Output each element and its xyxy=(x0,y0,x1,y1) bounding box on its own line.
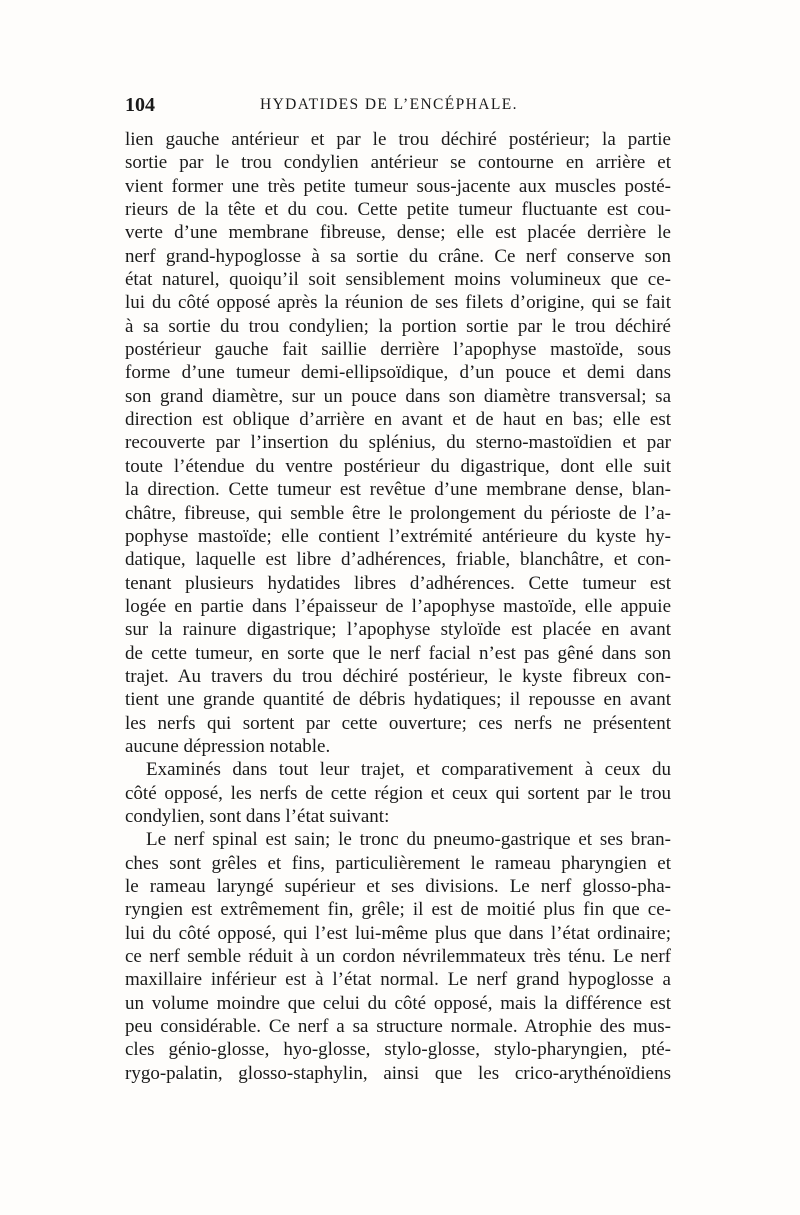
text-line: ches sont grêles et fins, particulièrement le rameau pharyngien et xyxy=(125,852,671,874)
text-line: aucune dépression notable. xyxy=(125,735,331,757)
text-line: toute l’étendue du ventre postérieur du digastrique, dont elle suit xyxy=(125,455,671,477)
text-line: côté opposé, les nerfs de cette région et ceux qui sortent par le trou xyxy=(125,782,671,804)
text-line: Examinés dans tout leur trajet, et comparativement à ceux du xyxy=(146,759,671,781)
text-line: le rameau laryngé supérieur et ses divisions. Le nerf glosso-pha- xyxy=(125,876,671,897)
text-line: direction est oblique d’arrière en avant et de haut en bas; elle est xyxy=(125,409,671,431)
page-header xyxy=(125,94,670,124)
page-number: 104 xyxy=(125,94,155,116)
text-line: état naturel, quoiqu’il soit sensiblement moins volumineux que ce- xyxy=(125,269,671,291)
text-line: logée en partie dans l’épaisseur de l’apophyse mastoïde, elle appuie xyxy=(125,595,671,617)
text-line: les nerfs qui sortent par cette ouverture; ces nerfs ne présentent xyxy=(125,712,671,734)
text-line: à sa sortie du trou condylien; la portion sortie par le trou déchiré xyxy=(125,315,671,337)
text-line: nerf grand-hypoglosse à sa sortie du crâne. Ce nerf conserve son xyxy=(125,245,671,267)
text-line: Le nerf spinal est sain; le tronc du pneumo-gastrique et ses bran- xyxy=(146,829,671,851)
text-line: condylien, sont dans l’état suivant: xyxy=(125,805,390,827)
text-line: ce nerf semble réduit à un cordon névrilemmateux très ténu. Le nerf xyxy=(125,946,671,968)
text-line: recouverte par l’insertion du splénius, du sterno-mastoïdien et par xyxy=(125,432,671,454)
text-line: verte d’une membrane fibreuse, dense; elle est placée derrière le xyxy=(125,222,671,244)
text-line: la direction. Cette tumeur est revêtue d’une membrane dense, blan- xyxy=(125,479,671,501)
text-line: lui du côté opposé après la réunion de ses filets d’origine, qui se fait xyxy=(125,292,671,314)
text-line: de cette tumeur, en sorte que le nerf facial n’est pas gêné dans son xyxy=(125,642,671,664)
text-line: tient une grande quantité de débris hydatiques; il repousse en avant xyxy=(125,689,671,711)
text-line: peu considérable. Ce nerf a sa structure normale. Atrophie des mus- xyxy=(125,1016,671,1038)
text-line: son grand diamètre, sur un pouce dans son diamètre transversal; sa xyxy=(125,385,671,407)
text-line: cles génio-glosse, hyo-glosse, stylo-glosse, stylo-pharyngien, pté- xyxy=(125,1039,671,1061)
text-line: ryngien est extrêmement fin, grêle; il est de moitié plus fin que ce- xyxy=(125,899,671,921)
text-line: sortie par le trou condylien antérieur se contourne en arrière et xyxy=(125,152,671,174)
body-text xyxy=(125,128,671,1085)
text-line: forme d’une tumeur demi-ellipsoïdique, d’un pouce et demi dans xyxy=(125,362,671,384)
text-line: rieurs de la tête et du cou. Cette petite tumeur fluctuante est cou- xyxy=(125,199,671,221)
running-title: HYDATIDES DE L’ENCÉPHALE. xyxy=(260,96,518,113)
text-line: châtre, fibreuse, qui semble être le prolongement du périoste de l’a- xyxy=(125,502,671,524)
text-line: tenant plusieurs hydatides libres d’adhérences. Cette tumeur est xyxy=(125,572,671,594)
text-line: postérieur gauche fait saillie derrière l’apophyse mastoïde, sous xyxy=(125,339,671,361)
text-line: datique, laquelle est libre d’adhérences, friable, blanchâtre, et con- xyxy=(125,549,671,571)
text-line: maxillaire inférieur est à l’état normal. Le nerf grand hypoglosse a xyxy=(125,969,671,991)
text-line: rygo-palatin, glosso-staphylin, ainsi que les crico-arythénoïdiens xyxy=(125,1062,671,1084)
text-line: sur la rainure digastrique; l’apophyse styloïde est placée en avant xyxy=(125,619,671,641)
text-line: un volume moindre que celui du côté opposé, mais la différence est xyxy=(125,992,671,1014)
text-line: lui du côté opposé, qui l’est lui-même plus que dans l’état ordinaire; xyxy=(125,922,671,944)
text-line: vient former une très petite tumeur sous-jacente aux muscles posté- xyxy=(125,175,671,197)
text-line: lien gauche antérieur et par le trou déchiré postérieur; la partie xyxy=(125,129,671,150)
text-line: trajet. Au travers du trou déchiré postérieur, le kyste fibreux con- xyxy=(125,665,671,687)
text-line: pophyse mastoïde; elle contient l’extrémité antérieure du kyste hy- xyxy=(125,525,671,547)
